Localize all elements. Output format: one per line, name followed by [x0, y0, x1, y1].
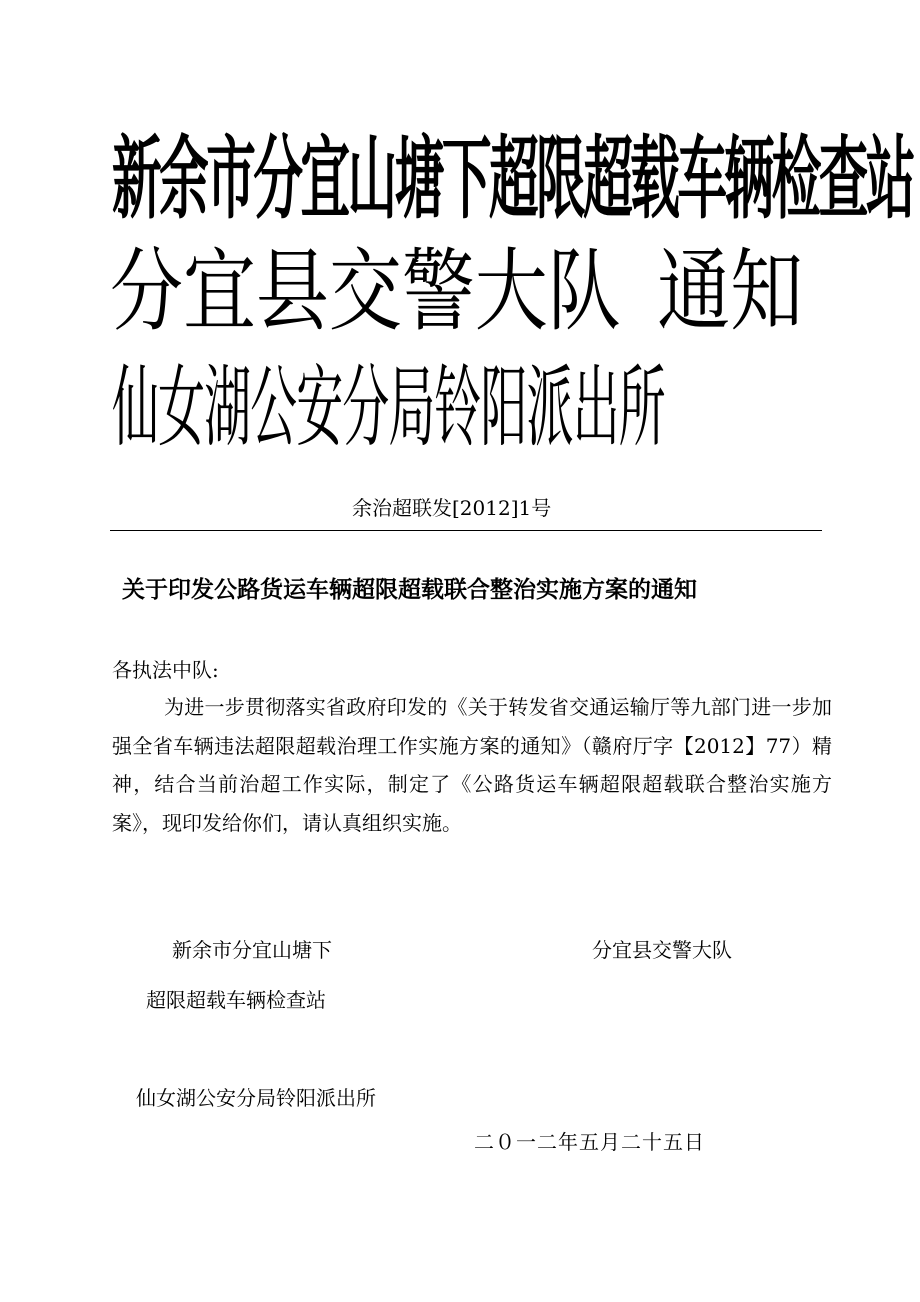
- signature-station-line-2: 超限超载车辆检查站: [146, 988, 326, 1012]
- issuer-line-3: 仙女湖公安分局铃阳派出所: [112, 356, 665, 460]
- signature-station-line-1: 新余市分宜山塘下: [172, 938, 332, 962]
- document-type: 通知: [657, 241, 804, 345]
- body-paragraph: 为进一步贯彻落实省政府印发的《关于转发省交通运输厅等九部门进一步加强全省车辆违法超限超载治理工作实施方案的通知》（赣府厅字【2012】77）精神，结合当前治超工作实际，制定了《公路货运车辆超限超载联合整治实施方案》，现印发给你们，请认真组织实施。: [112, 695, 832, 835]
- signature-police-station: 仙女湖公安分局铃阳派出所: [136, 1086, 376, 1110]
- salutation: 各执法中队:: [112, 658, 219, 682]
- signature-traffic-police: 分宜县交警大队: [592, 938, 732, 962]
- document-date: 二０一二年五月二十五日: [474, 1130, 705, 1154]
- document-number: 余治超联发[2012]1号: [352, 496, 552, 520]
- issuer-line-1: 新余市分宜山塘下超限超载车辆检查站: [112, 128, 914, 232]
- header-divider: [110, 530, 822, 531]
- document-title: 关于印发公路货运车辆超限超载联合整治实施方案的通知: [122, 576, 697, 603]
- issuer-line-2-org: 分宜县交警大队: [110, 241, 621, 345]
- issuer-line-2: [110, 220, 803, 349]
